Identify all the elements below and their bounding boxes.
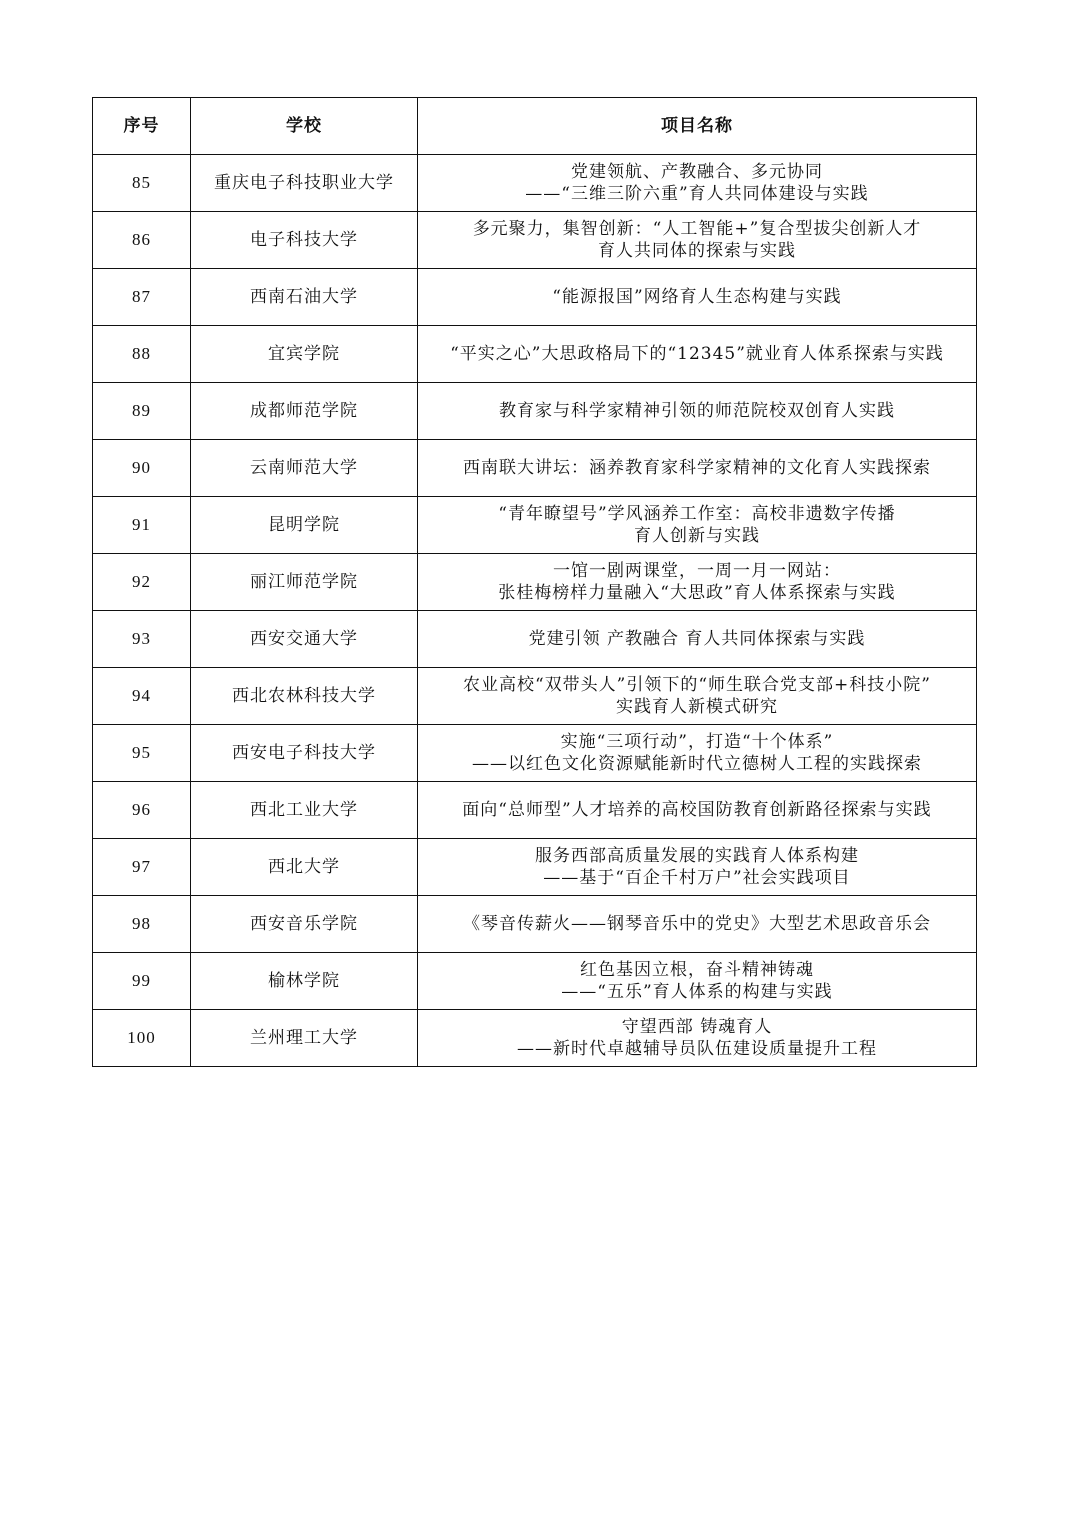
row-project-name	[418, 725, 977, 782]
header-number: 序号	[93, 98, 191, 155]
project-name-line: 西南联大讲坛：涵养教育家科学家精神的文化育人实践探索	[463, 458, 931, 478]
row-project-name	[418, 155, 977, 212]
row-number: 95	[93, 725, 191, 782]
row-number: 99	[93, 953, 191, 1010]
project-name-line: ——新时代卓越辅导员队伍建设质量提升工程	[517, 1039, 877, 1059]
row-project-name	[418, 497, 977, 554]
project-name-line: 党建引领 产教融合 育人共同体探索与实践	[528, 629, 866, 649]
project-name-line: 守望西部 铸魂育人	[621, 1017, 773, 1037]
row-school: 榆林学院	[191, 953, 418, 1010]
table-row	[93, 326, 977, 383]
row-school: 西北农林科技大学	[191, 668, 418, 725]
row-school: 西北工业大学	[191, 782, 418, 839]
row-project-name	[418, 782, 977, 839]
project-name-line: 面向“总师型”人才培养的高校国防教育创新路径探索与实践	[462, 800, 932, 820]
row-number: 86	[93, 212, 191, 269]
table-row	[93, 269, 977, 326]
project-name-line: ——“五乐”育人体系的构建与实践	[561, 982, 833, 1002]
project-name-line: ——“三维三阶六重”育人共同体建设与实践	[525, 184, 869, 204]
table-row	[93, 725, 977, 782]
row-number: 98	[93, 896, 191, 953]
project-name-line: 育人创新与实践	[634, 526, 760, 546]
project-name-line: 多元聚力，集智创新：“人工智能+”复合型拔尖创新人才	[472, 219, 922, 239]
row-project-name	[418, 839, 977, 896]
row-school: 电子科技大学	[191, 212, 418, 269]
row-school: 西北大学	[191, 839, 418, 896]
header-project-name: 项目名称	[418, 98, 977, 155]
project-name-line: ——以红色文化资源赋能新时代立德树人工程的实践探索	[472, 754, 922, 774]
project-name-line: 服务西部高质量发展的实践育人体系构建	[535, 846, 859, 866]
row-school: 宜宾学院	[191, 326, 418, 383]
table-body	[93, 155, 977, 1067]
row-number: 89	[93, 383, 191, 440]
row-school: 丽江师范学院	[191, 554, 418, 611]
row-project-name	[418, 611, 977, 668]
row-number: 91	[93, 497, 191, 554]
table-row	[93, 554, 977, 611]
table-row	[93, 953, 977, 1010]
row-project-name	[418, 383, 977, 440]
header-school: 学校	[191, 98, 418, 155]
project-name-line: 实施“三项行动”，打造“十个体系”	[560, 732, 834, 752]
row-number: 85	[93, 155, 191, 212]
row-project-name	[418, 212, 977, 269]
project-name-line: 张桂梅榜样力量融入“大思政”育人体系探索与实践	[498, 583, 896, 603]
row-school: 兰州理工大学	[191, 1010, 418, 1067]
table-row	[93, 383, 977, 440]
project-name-line: 一馆一剧两课堂，一周一月一网站：	[553, 561, 841, 581]
project-name-line: “平实之心”大思政格局下的“12345”就业育人体系探索与实践	[450, 344, 944, 364]
table-row	[93, 440, 977, 497]
table-row	[93, 212, 977, 269]
row-school: 西南石油大学	[191, 269, 418, 326]
row-school: 重庆电子科技职业大学	[191, 155, 418, 212]
row-project-name	[418, 896, 977, 953]
row-project-name	[418, 554, 977, 611]
project-name-line: 农业高校“双带头人”引领下的“师生联合党支部+科技小院”	[462, 675, 931, 695]
project-name-line: 实践育人新模式研究	[616, 697, 778, 717]
row-number: 92	[93, 554, 191, 611]
row-project-name	[418, 1010, 977, 1067]
row-school: 西安音乐学院	[191, 896, 418, 953]
table-row	[93, 497, 977, 554]
row-number: 87	[93, 269, 191, 326]
table-row	[93, 839, 977, 896]
project-name-line: 教育家与科学家精神引领的师范院校双创育人实践	[499, 401, 895, 421]
project-name-line: 红色基因立根，奋斗精神铸魂	[580, 960, 814, 980]
table-row	[93, 668, 977, 725]
project-table	[92, 97, 977, 1067]
project-name-line: “青年瞭望号”学风涵养工作室：高校非遗数字传播	[498, 504, 896, 524]
row-project-name	[418, 269, 977, 326]
row-number: 90	[93, 440, 191, 497]
project-name-line: ——基于“百企千村万户”社会实践项目	[543, 868, 851, 888]
project-name-line: “能源报国”网络育人生态构建与实践	[552, 287, 842, 307]
row-school: 昆明学院	[191, 497, 418, 554]
project-name-line: 育人共同体的探索与实践	[598, 241, 796, 261]
row-school: 云南师范大学	[191, 440, 418, 497]
row-project-name	[418, 440, 977, 497]
table-row	[93, 155, 977, 212]
row-school: 西安电子科技大学	[191, 725, 418, 782]
row-project-name	[418, 326, 977, 383]
table-row	[93, 611, 977, 668]
row-number: 100	[93, 1010, 191, 1067]
project-name-line: 《琴音传薪火——钢琴音乐中的党史》大型艺术思政音乐会	[463, 914, 931, 934]
row-number: 93	[93, 611, 191, 668]
row-project-name	[418, 668, 977, 725]
row-number: 88	[93, 326, 191, 383]
row-school: 西安交通大学	[191, 611, 418, 668]
project-name-line: 党建领航、产教融合、多元协同	[571, 162, 823, 182]
table-row	[93, 1010, 977, 1067]
table-header-row	[93, 98, 977, 155]
row-number: 97	[93, 839, 191, 896]
table-row	[93, 896, 977, 953]
row-number: 96	[93, 782, 191, 839]
row-number: 94	[93, 668, 191, 725]
row-school: 成都师范学院	[191, 383, 418, 440]
table-row	[93, 782, 977, 839]
row-project-name	[418, 953, 977, 1010]
